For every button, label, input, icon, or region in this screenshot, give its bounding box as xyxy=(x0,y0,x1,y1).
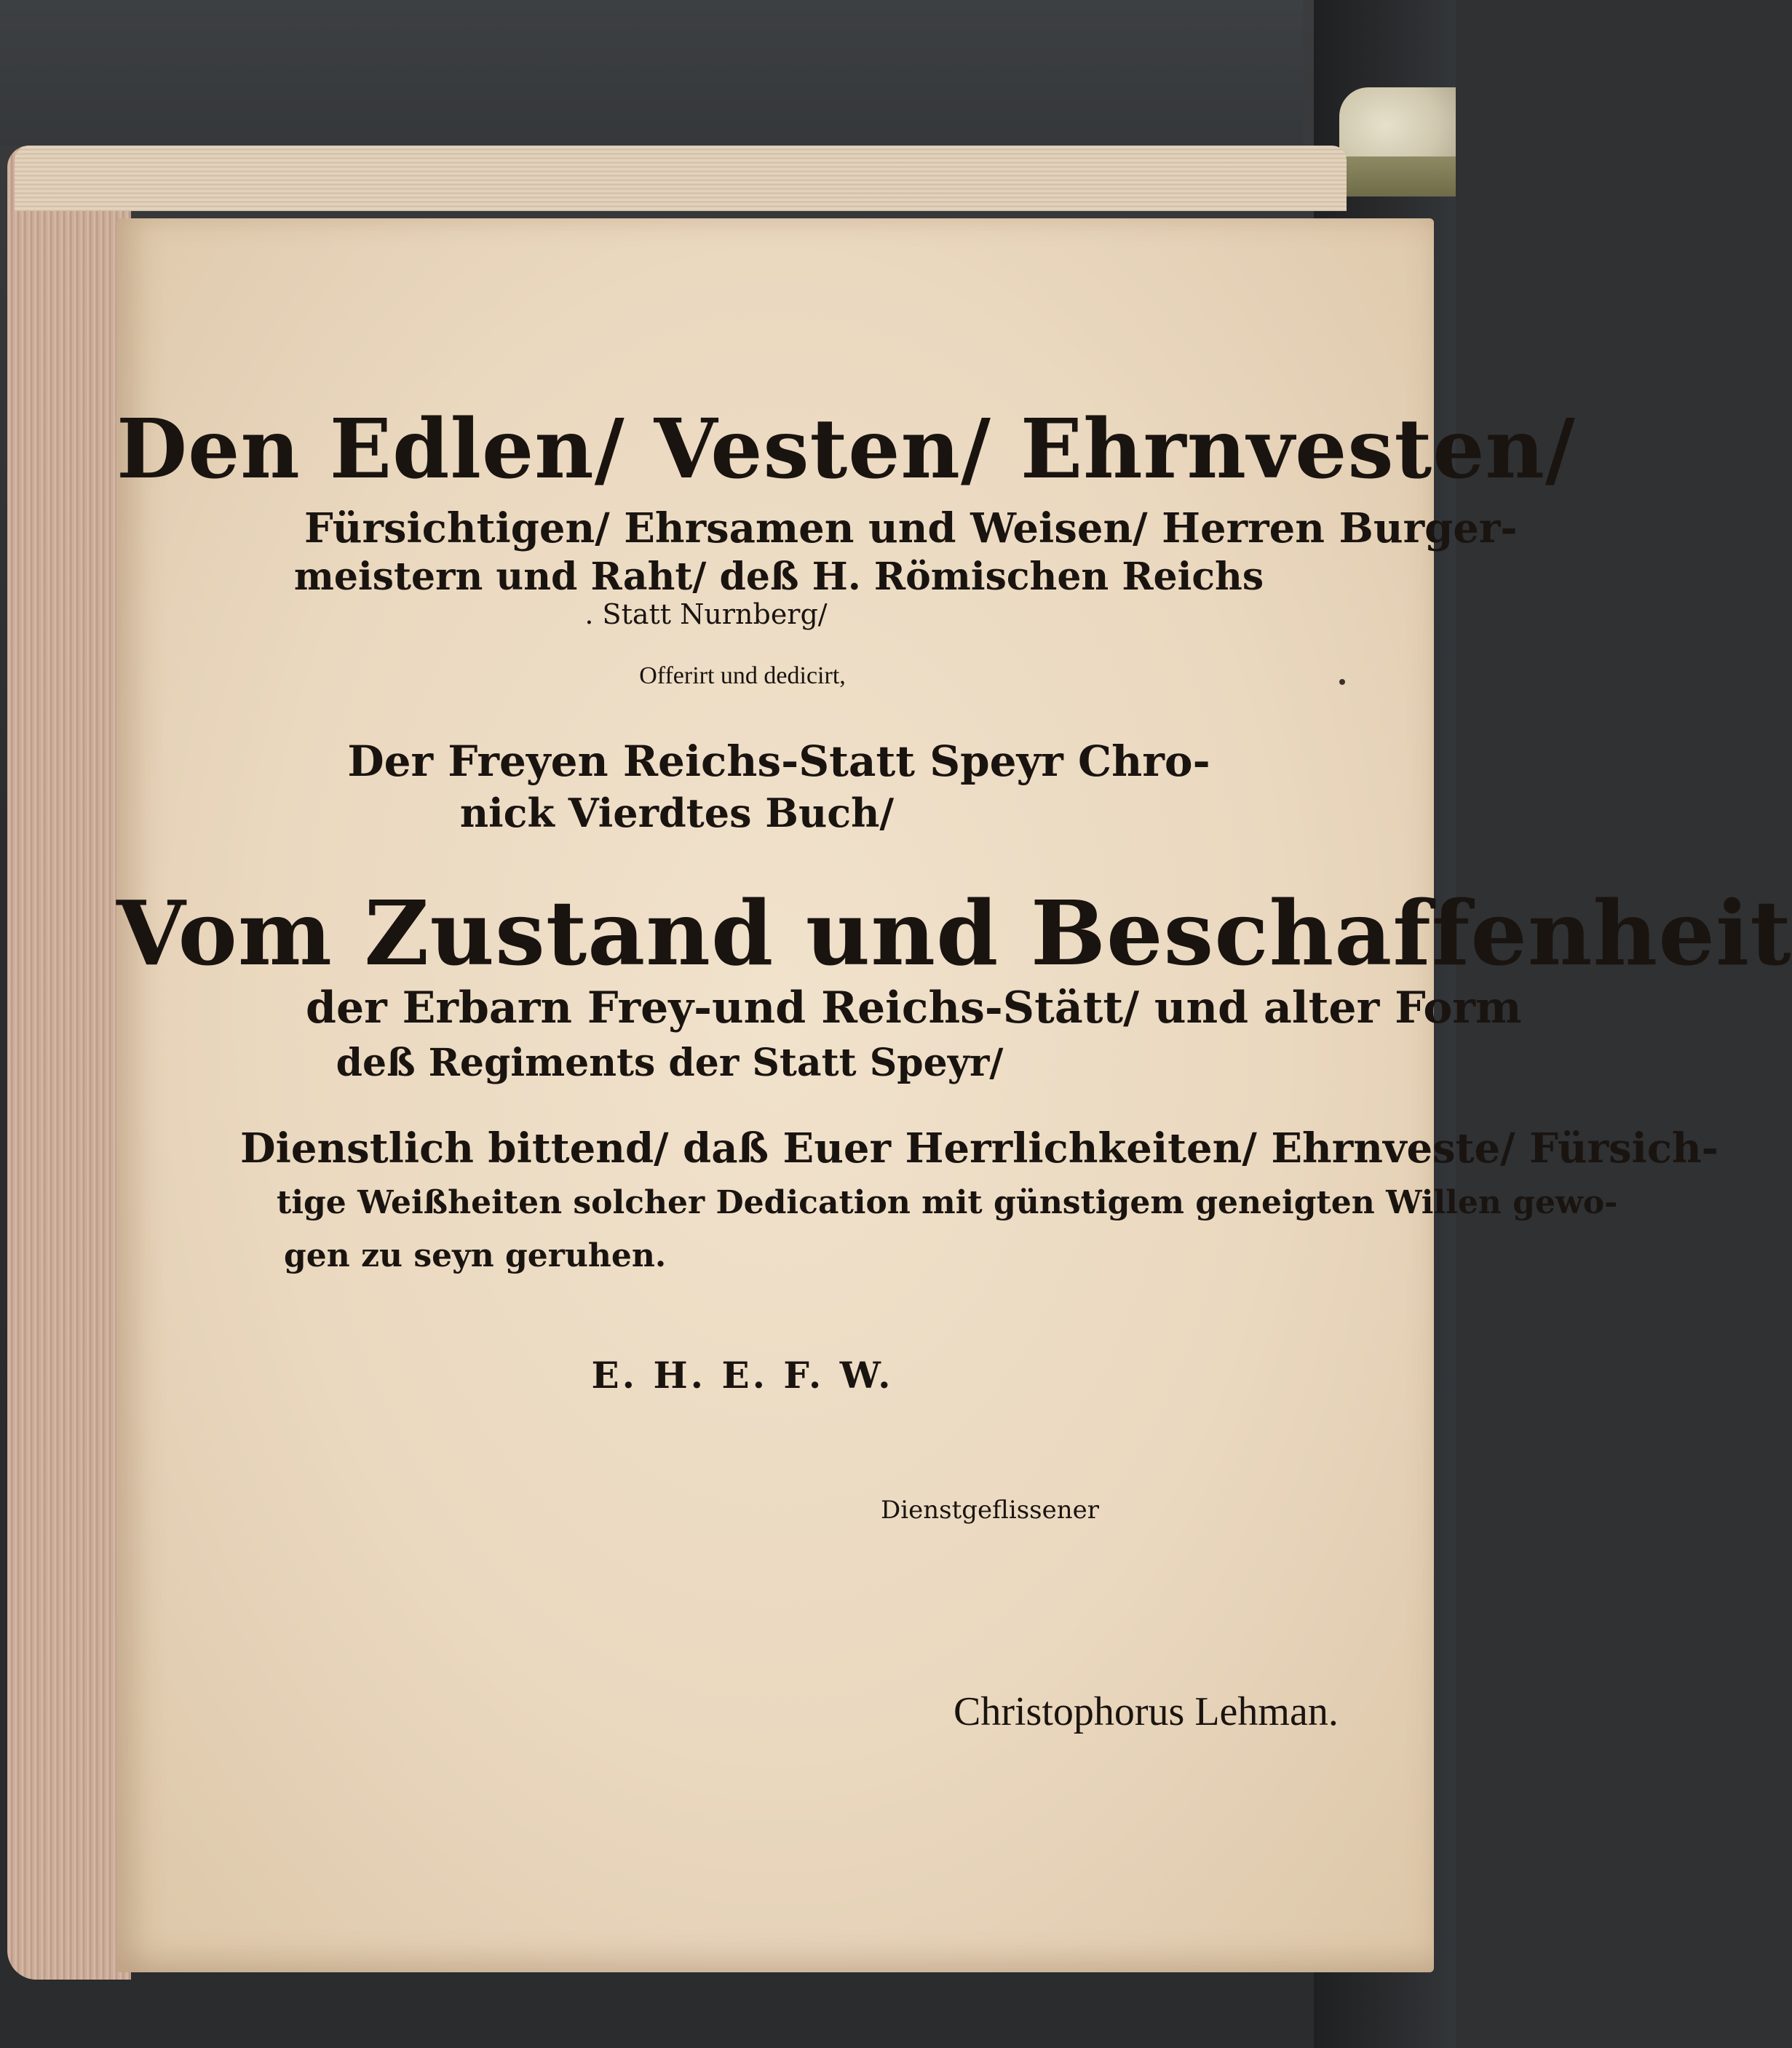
request-line-3: gen zu seyn geruhen. xyxy=(284,1237,667,1274)
subject-heading: Vom Zustand und Beschaffenheit xyxy=(116,881,1792,985)
chronicle-line-2: nick Vierdtes Buch/ xyxy=(459,790,895,836)
subject-line-2: deß Regiments der Statt Speyr/ xyxy=(336,1041,1004,1085)
subject-line-1: der Erbarn Frey-und Reichs-Stätt/ und alter Form xyxy=(306,983,1522,1033)
page-block-edges xyxy=(7,146,131,1980)
servant-line: Dienstgeflissener xyxy=(881,1496,1099,1525)
page-block-top-edge xyxy=(15,146,1347,211)
title-line-2: Fürsichtigen/ Ehrsamen und Weisen/ Herren Burger- xyxy=(304,504,1518,552)
request-line-2: tige Weißheiten solcher Dedication mit günstigem geneigten Willen gewo- xyxy=(277,1184,1618,1221)
title-line-4: . Statt Nurnberg/ xyxy=(584,598,828,630)
clasp-strap xyxy=(1336,156,1456,197)
initials: E. H. E. F. W. xyxy=(591,1354,894,1397)
ink-dot xyxy=(1339,679,1345,685)
book-page xyxy=(116,218,1792,1972)
title-line-3: meistern und Raht/ deß H. Römischen Reichs xyxy=(293,555,1264,599)
chronicle-line-1: Der Freyen Reichs-Statt Speyr Chro- xyxy=(347,737,1210,786)
title-line-1: Den Edlen/ Vesten/ Ehrnvesten/ xyxy=(116,402,1576,497)
dedication-text xyxy=(116,218,1792,1972)
signature: Christophorus Lehman. xyxy=(954,1689,1339,1734)
book-cover-top xyxy=(0,0,1303,146)
offer-line: Offerirt und dedicirt, xyxy=(639,662,846,689)
request-line-1: Dienstlich bittend/ daß Euer Herrlichkeiten/ Ehrnveste/ Fürsich- xyxy=(240,1124,1718,1172)
